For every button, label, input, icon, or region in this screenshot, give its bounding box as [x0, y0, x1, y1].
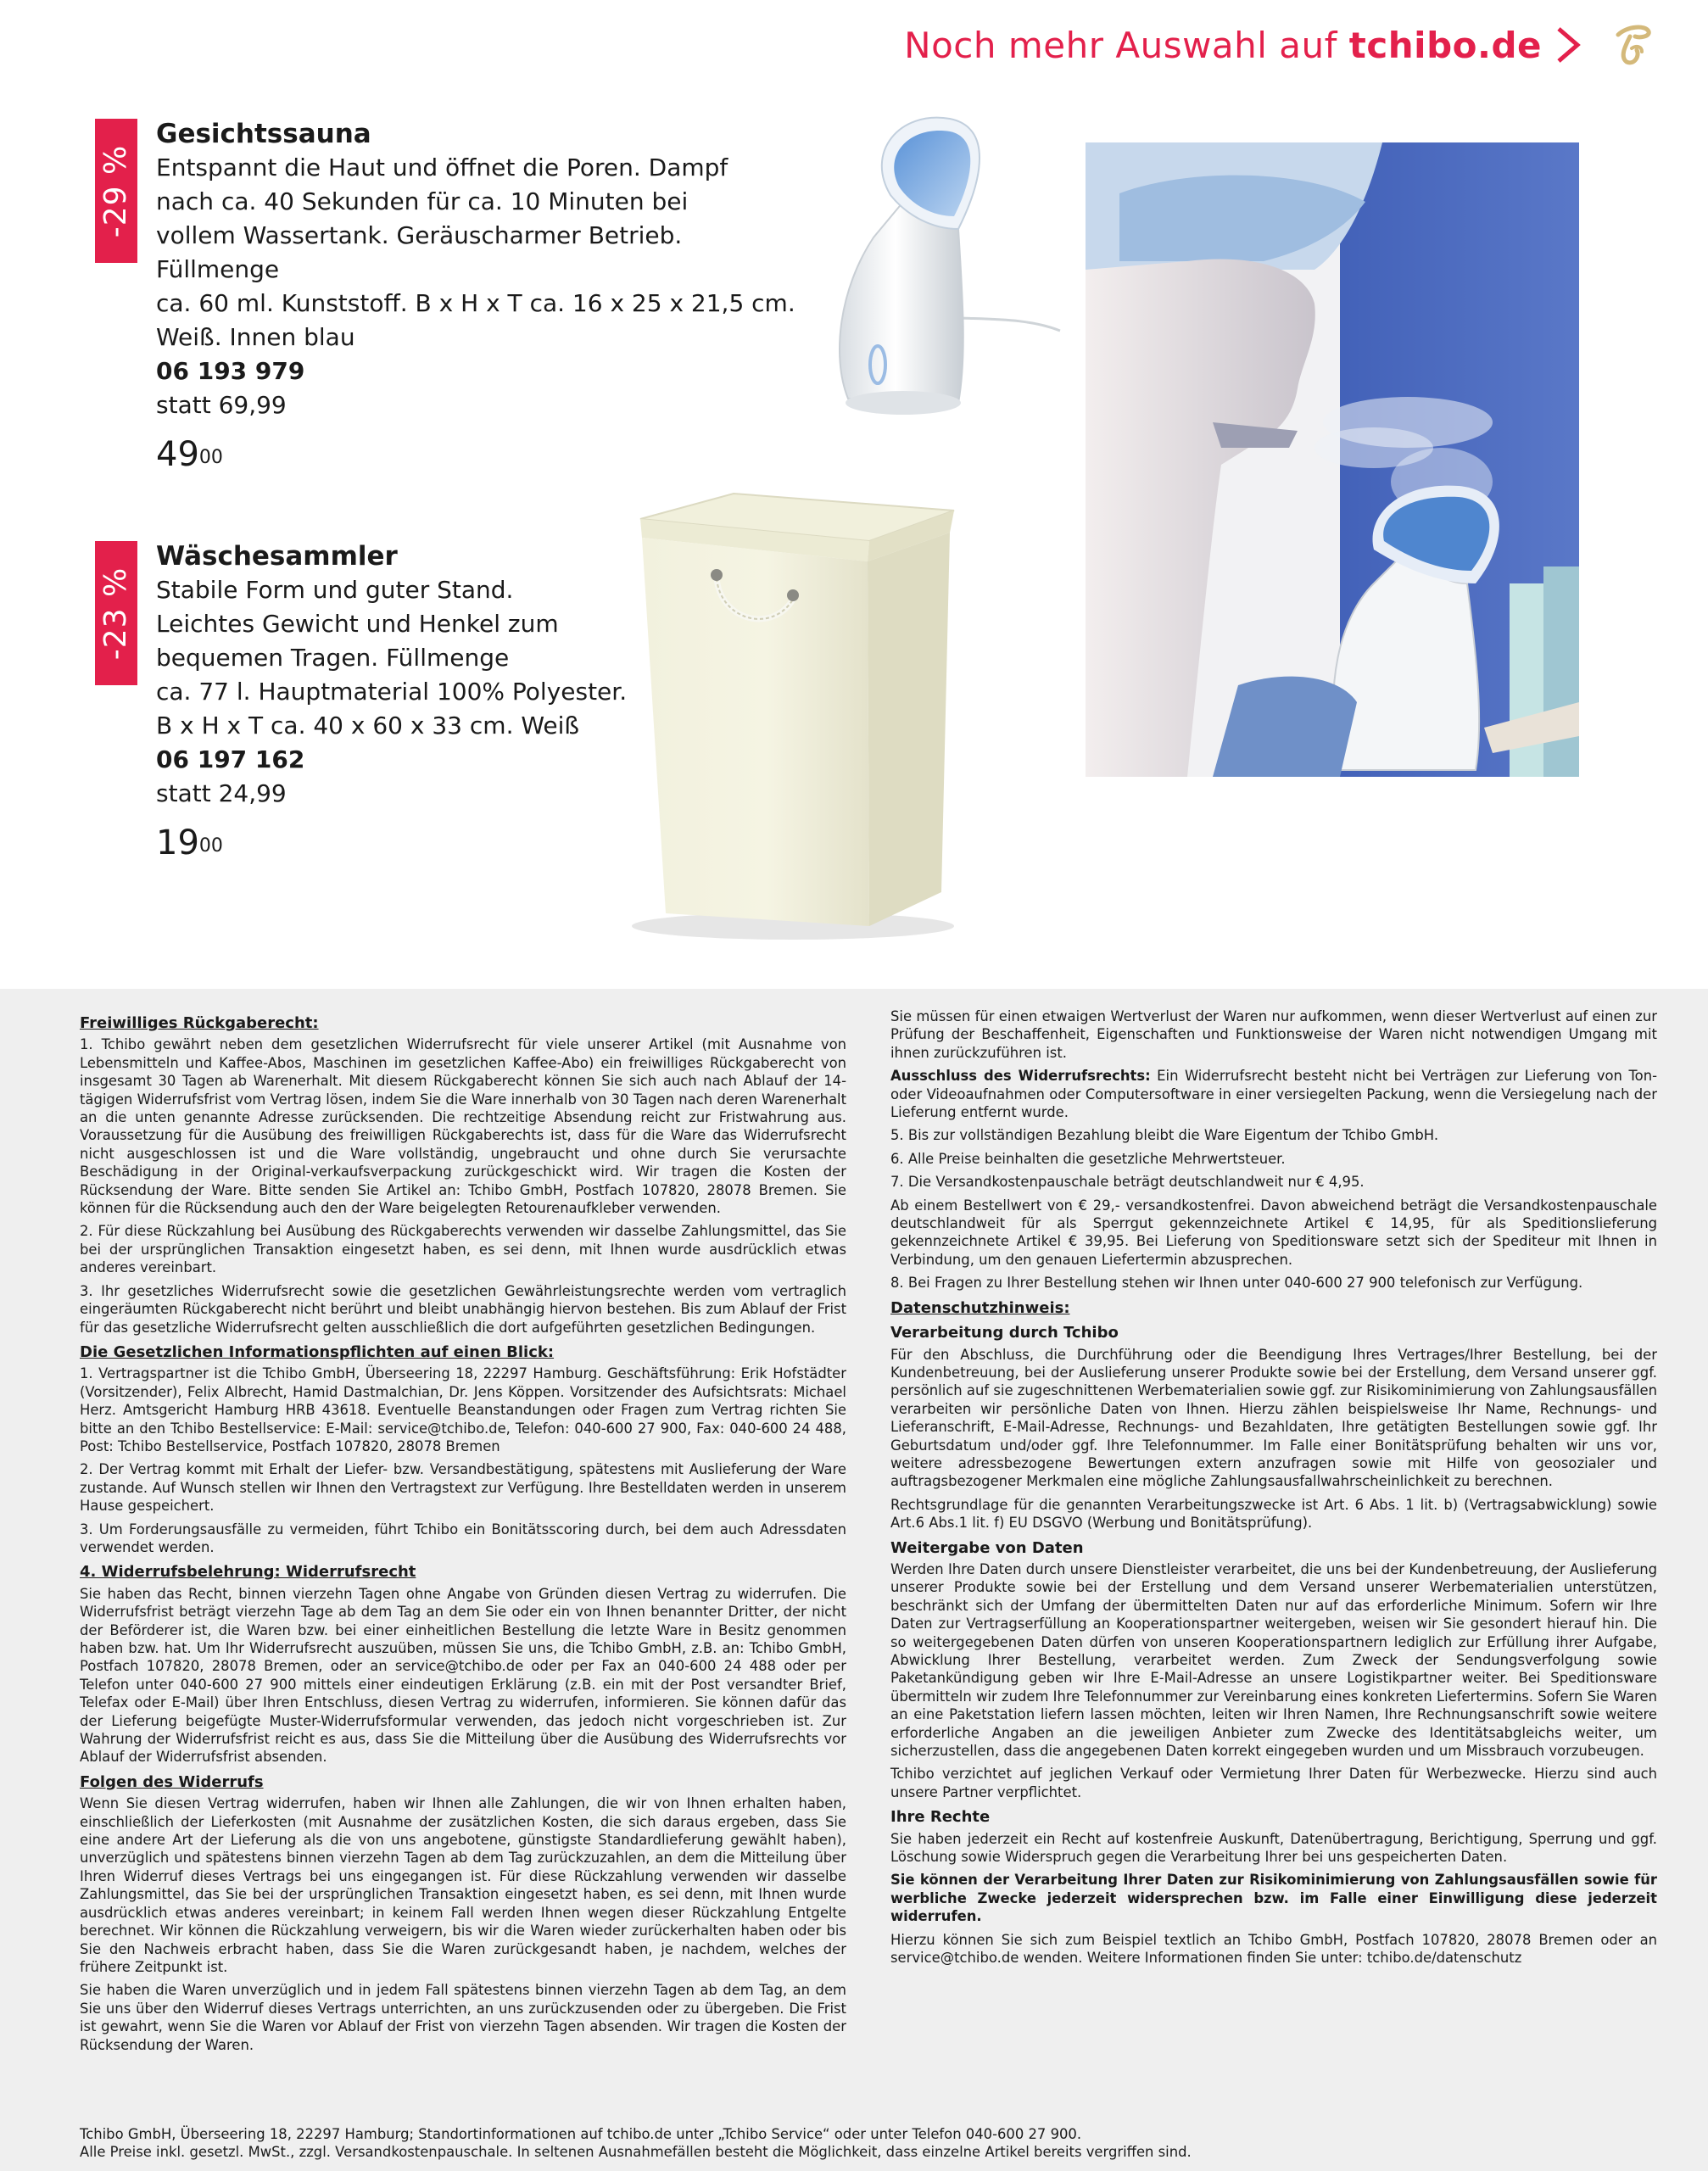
legal-paragraph	[80, 1222, 846, 1276]
header[interactable]	[904, 15, 1657, 75]
footer-line: Alle Preise inkl. gesetzl. MwSt., zzgl. Versandkostenpauschale. In seltenen Ausnahmefällen besteht die Möglichkeit, dass einzelne Artikel bereits vergriffen sind.	[80, 2144, 1192, 2161]
product-desc-line: nach ca. 40 Sekunden für ca. 10 Minuten bei	[156, 187, 689, 215]
legal-paragraph	[80, 1282, 846, 1337]
header-link-text[interactable]: Noch mehr Auswahl auf tchibo.de	[904, 24, 1542, 66]
legal-column-left	[80, 1007, 846, 2059]
legal-heading: Freiwilliges Rückgaberecht:	[80, 1014, 319, 1032]
product-desc-line: B x H x T ca. 40 x 60 x 33 cm. Weiß	[156, 712, 580, 739]
legal-text: Rechtsgrundlage für die genannten Verarbeitungszwecke ist Art. 6 Abs. 1 lit. b) (Vertragsabwicklung) sowie Art.6 Abs.1 lit. f) EU DSGVO (Werbung und Bonitätsprüfung).	[890, 1496, 1657, 1532]
legal-paragraph	[80, 1794, 846, 1976]
legal-paragraph	[890, 1496, 1657, 1532]
legal-text: Sie haben die Waren unverzüglich und in jedem Fall spätestens binnen vierzehn Tagen ab dem Tag, an dem Sie uns über den Widerruf dieses Vertrags unterrichten, an uns zurückzusenden oder zu übergeben. Die Frist ist gewahrt, wenn Sie die Waren vor Ablauf der Frist von vierzehn Tagen absenden. Wir tragen die Kosten der Rücksendung der Waren.	[80, 1982, 846, 2053]
legal-text: 6. Alle Preise beinhalten die gesetzliche Mehrwertsteuer.	[890, 1150, 1286, 1167]
legal-paragraph	[80, 1521, 846, 1557]
legal-text: 7. Die Versandkostenpauschale beträgt deutschlandweit nur € 4,95.	[890, 1174, 1365, 1191]
legal-text: 2. Für diese Rückzahlung bei Ausübung des Rückgaberechts verwenden wir dasselbe Zahlungsmittel, das Sie bei der ursprünglichen Transaktion eingesetzt haben, es sei denn, mit Ihnen wurde ausdrücklich etwas anderes vereinbart.	[80, 1223, 846, 1276]
product-sku: 06 193 979	[156, 357, 305, 385]
product-desc-line: ca. 60 ml. Kunststoff. B x H x T ca. 16 x 25 x 21,5 cm.	[156, 289, 795, 317]
legal-text: 2. Der Vertrag kommt mit Erhalt der Liefer- bzw. Versandbestätigung, spätestens mit Auslieferung der Ware zustande. Auf Wunsch stellen wir Ihnen den Vertragstext zur Verfügung. Ihre Bestelldaten werden in unserem Hause gespeichert.	[80, 1461, 846, 1515]
product-desc-line: Leichtes Gewicht und Henkel zum	[156, 610, 559, 638]
legal-text: Werden Ihre Daten durch unsere Dienstleister verarbeitet, die uns bei der Kundenbetreuung, der Auslieferung unserer Produkte sowie bei der Erstellung und dem Versand unserer Werbematerialien unterstützen, beschränkt sich der Umfang der übermittelten Daten nur auf das erforderliche Minimum. Sofern wir Ihre Daten zur Vertragserfüllung an Kooperationspartner weitergeben, weisen wir Sie gesondert hierauf hin. Die so weitergegebenen Daten dürfen von unseren Kooperationspartnern lediglich zur Erfüllung ihrer Aufgabe, Abwicklung Ihrer Bestellung, verarbeitet werden. Zum Zweck der Sendungsverfolgung sowie Paketankündigung geben wir Ihre E-Mail-Adresse an unsere Logistikpartner weiter. Bei Speditionsware übermitteln wir zudem Ihre Telefonnummer zur Vereinbarung eines konkreten Liefertermins. Sofern Sie Waren an eine Paketstation liefern lassen möchten, leiten wir Ihren Namen, Ihre Rechnungsanschrift sowie weitere erforderliche Angaben an die jeweiligen Anbieter zum Zwecke des Identitätsabgleichs weiter, um sicherzustellen, dass die angegebenen Daten korrekt eingegeben wurden und um Missbrauch vorzubeugen.	[890, 1560, 1657, 1760]
legal-text: Sie haben jederzeit ein Recht auf kostenfreie Auskunft, Datenübertragung, Berichtigung, Sperrung und ggf. Löschung sowie Widerspruch gegen die Verarbeitung Ihrer bei uns gespeicherten Daten.	[890, 1830, 1657, 1866]
product-old-price: statt 24,99	[156, 779, 287, 807]
legal-paragraph	[890, 1007, 1657, 1062]
facial-sauna-photo	[1086, 142, 1579, 777]
legal-text: 8. Bei Fragen zu Ihrer Bestellung stehen wir Ihnen unter 040-600 27 900 telefonisch zur Verfügung.	[890, 1275, 1583, 1292]
legal-paragraph	[890, 1150, 1657, 1168]
legal-text: Ab einem Bestellwert von € 29,- versandkostenfrei. Davon abweichend beträgt die Versandkostenpauschale deutschlandweit für als Sperrgut gekennzeichnete Artikel € 14,95, für als Speditionslieferung gekennzeichnete Artikel € 39,95. Bei Lieferung von Speditionsware setzt sich der Spediteur mit Ihnen in Verbindung, um den genauen Liefertermin abzusprechen.	[890, 1197, 1657, 1268]
legal-paragraph	[890, 1197, 1657, 1270]
legal-paragraph	[80, 1460, 846, 1515]
footer	[80, 2125, 1657, 2162]
legal-paragraph	[890, 1126, 1657, 1144]
legal-text: 1. Tchibo gewährt neben dem gesetzlichen Widerrufsrecht für viele unserer Artikel (mit Ausnahme von Lebensmitteln und Kaffee-Abos, Maschinen im gesetzlichen Kaffee-Abo) ein freiwilliges Rückgaberecht von insgesamt 30 Tagen ab Warenerhalt. Mit diesem Rückgaberecht können Sie sich auch nach Ablauf der 14-tägigen Widerrufsfrist vom Vertrag lösen, indem Sie die Ware innerhalb von 30 Tagen nach deren Warenerhalt an die unten genannte Adresse zurücksenden. Die rechtzeitige Absendung reicht zur Fristwahrung aus. Voraussetzung für die Ausübung des freiwilligen Rückgaberechts ist, dass für die Ware das Widerrufsrecht nicht ausgeschlossen ist und die Ware vollständig, ungebraucht und ohne durch Sie verursachte Beschädigung in der Original-verkaufsverpackung zurückgeschickt wird. Wir tragen die Kosten der Rücksendung der Ware. Bitte senden Sie Artikel an: Tchibo GmbH, Postfach 107820, 28078 Bremen. Sie können für die Rücksendung auch den der Ware beigelegten Retourenaufkleber verwenden.	[80, 1036, 846, 1217]
product-price: $19^{00}$	[156, 823, 223, 862]
legal-text: Sie haben das Recht, binnen vierzehn Tagen ohne Angabe von Gründen diesen Vertrag zu widerrufen. Die Widerrufsfrist beträgt vierzehn Tage ab dem Tag an dem Sie oder ein von Ihnen benannter Dritter, der nicht der Beförderer ist, die Waren bzw. bei einer einheitlichen Bestellung die letzte Ware in Besitz genommen haben bzw. hat. Um Ihr Widerrufsrecht auszuüben, müssen Sie uns, die Tchibo GmbH, z.B. an: Tchibo GmbH, Postfach 107820, 28078 Bremen, oder an service@tchibo.de oder per Fax an 040-600 24 488 oder per Telefon unter 040-600 27 900 mittels einer eindeutigen Erklärung (z.B. ein mit der Post versandter Brief, Telefax oder E-Mail) über Ihren Entschluss, diesen Vertrag zu widerrufen, informieren. Sie können dafür das der Lieferung beigefügte Muster-Widerrufsformular verwenden, das jedoch nicht vorgeschrieben ist. Zur Wahrung der Widerrufsfrist reicht es aus, dass Sie die Mitteilung über die Ausübung des Widerrufsrechts vor Ablauf der Widerrufsfrist absenden.	[80, 1585, 846, 1766]
legal-paragraph	[890, 1173, 1657, 1191]
legal-paragraph	[80, 1035, 846, 1217]
legal-paragraph	[890, 1560, 1657, 1760]
legal-text: Wenn Sie diesen Vertrag widerrufen, haben wir Ihnen alle Zahlungen, die wir von Ihnen erhalten haben, einschließlich der Lieferkosten (mit Ausnahme der zusätzlichen Kosten, die sich daraus ergeben, dass Sie eine andere Art der Lieferung als die von uns angebotene, günstigste Standardlieferung gewählt haben), unverzüglich und spätestens binnen vierzehn Tagen ab dem Tag zurückzuzahlen, an dem die Mitteilung über Ihren Widerruf dieses Vertrags bei uns eingegangen ist. Für diese Rückzahlung verwenden wir dasselbe Zahlungsmittel, das Sie bei der ursprünglichen Transaktion eingesetzt haben, es sei denn, mit Ihnen wurde ausdrücklich etwas anderes vereinbart; in keinem Fall werden Ihnen wegen dieser Rückzahlung Entgelte berechnet. Wir können die Rückzahlung verweigern, bis wir die Waren wieder zurückerhalten haben oder bis Sie den Nachweis erbracht haben, dass Sie die Waren zurückgesandt haben, je nachdem, welches der frühere Zeitpunkt ist.	[80, 1795, 846, 1975]
legal-paragraph	[890, 1871, 1657, 1925]
legal-subheading: Weitergabe von Daten	[890, 1538, 1084, 1557]
product-title: Gesichtssauna	[156, 119, 371, 149]
legal-heading: Datenschutzhinweis:	[890, 1298, 1070, 1317]
chevron-right-icon	[1550, 24, 1584, 66]
legal-text: 3. Ihr gesetzliches Widerrufsrecht sowie die gesetzlichen Gewährleistungsrechte werden vom vertraglich eingeräumten Rückgaberecht nicht berührt und bleibt unabhängig hiervon bestehen. Bis zum Ablauf der Frist für das gesetzliche Widerrufsrecht gelten ausschließlich die dort aufgeführten gesetzlichen Bedingungen.	[80, 1282, 846, 1336]
legal-paragraph	[80, 1981, 846, 2054]
legal-subheading: Ihre Rechte	[890, 1808, 991, 1827]
product-gesichtssauna	[156, 117, 801, 472]
legal-heading: Folgen des Widerrufs	[80, 1772, 264, 1791]
legal-paragraph	[890, 1346, 1657, 1491]
legal-text: Hierzu können Sie sich zum Beispiel textlich an Tchibo GmbH, Postfach 107820, 28078 Bremen oder an service@tchibo.de wenden. Weitere Informationen finden Sie unter: tchibo.de/datenschutz	[890, 1931, 1657, 1967]
legal-text: 1. Vertragspartner ist die Tchibo GmbH, Überseering 18, 22297 Hamburg. Geschäftsführung: Erik Hofstädter (Vorsitzender), Felix Albrecht, Hamid Dastmalchian, Dr. Jens Köppen. Vorsitzender des Aufsichtsrats: Michael Herz. Amtsgericht Hamburg HRB 43618. Eventuelle Beanstandungen oder Fragen zum Vertrag richten Sie bitte an den Tchibo Bestellservice: E-Mail: service@tchibo.de, Telefon: 040-600 27 900, Fax: 040-600 24 488, Post: Tchibo Bestellservice, Postfach 107820, 28078 Bremen	[80, 1365, 846, 1454]
legal-text: Sie müssen für einen etwaigen Wertverlust der Waren nur aufkommen, wenn dieser Wertverlust auf einen zur Prüfung der Beschaffenheit, Eigenschaften und Funktionsweise der Waren nicht notwendigen Umgang mit ihnen zurückzuführen ist.	[890, 1008, 1657, 1061]
legal-text: Für den Abschluss, die Durchführung oder die Beendigung Ihres Vertrages/Ihrer Bestellung, bei der Kundenbetreuung, bei der Auslieferung unserer Produkte sowie bei der Erstellung, dem Versand unserer ggf. persönlich auf sie zugeschnittenen Werbematerialien sowie ggf. zur Risikominimierung von Zahlungsausfällen verarbeiten wir persönliche Daten von Ihnen. Hierzu zählen beispielsweise Ihr Name, Rechnungs- und Lieferanschrift, E-Mail-Adresse, Rechnungs- und Bezahldaten, Ihre getätigten Bestellungen sowie ggf. Ihr Geburtsdatum und/oder ggf. Ihre Telefonnummer. Im Falle einer Bonitätsprüfung behalten wir uns vor, weitere adressbezogene Bewertungen extern anzufragen sowie mit Hilfe von geosozialer und auftragsbezogener Merkmalen eine mögliche Zahlungsausfallwahrscheinlichkeit zu berechnen.	[890, 1346, 1657, 1490]
product-desc-line: bequemen Tragen. Füllmenge	[156, 644, 510, 672]
product-desc-line: vollem Wassertank. Geräuscharmer Betrieb. Füllmenge	[156, 221, 683, 283]
legal-paragraph	[890, 1274, 1657, 1292]
legal-bold-text: Sie können der Verarbeitung Ihrer Daten zur Risikominimierung von Zahlungsausfällen sowie für werbliche Zwecke jederzeit widersprechen bzw. im Falle einer Einwilligung diese jederzeit widerrufen.	[890, 1872, 1657, 1925]
legal-heading: Die Gesetzlichen Informationspflichten auf einen Blick:	[80, 1342, 555, 1361]
legal-paragraph	[890, 1931, 1657, 1967]
tchibo-logo-icon	[1606, 20, 1657, 70]
legal-paragraph	[890, 1830, 1657, 1867]
product-desc-line: ca. 77 l. Hauptmaterial 100% Polyester.	[156, 678, 628, 706]
legal-column-right	[890, 1007, 1657, 1973]
legal-paragraph	[890, 1067, 1657, 1121]
product-desc-line: Stabile Form und guter Stand.	[156, 576, 514, 604]
legal-subheading: Verarbeitung durch Tchibo	[890, 1324, 1119, 1342]
laundry-hamper-image	[623, 485, 963, 943]
legal-section	[0, 989, 1708, 2171]
legal-paragraph	[80, 1365, 846, 1455]
product-old-price: statt 69,99	[156, 391, 287, 419]
discount-badge: -29 %	[95, 119, 137, 263]
legal-paragraph	[890, 1765, 1657, 1801]
facial-sauna-image	[814, 102, 1069, 416]
legal-text: Ein Widerrufsrecht besteht nicht bei Verträgen zur Lieferung von Ton- oder Videoaufnahmen oder Computersoftware in einer versiegelten Packung, wenn die Versiegelung nach der Lieferung entfernt wurde.	[890, 1068, 1657, 1121]
footer-line: Tchibo GmbH, Überseering 18, 22297 Hamburg; Standortinformationen auf tchibo.de unter „Tchibo Service“ oder unter Telefon 040-600 27 900.	[80, 2126, 1082, 2142]
product-desc-line: Entspannt die Haut und öffnet die Poren. Dampf	[156, 153, 728, 181]
legal-heading: 4. Widerrufsbelehrung: Widerrufsrecht	[80, 1563, 416, 1582]
legal-text: 3. Um Forderungsausfälle zu vermeiden, führt Tchibo ein Bonitätsscoring durch, bei dem auch Adressdaten verwendet werden.	[80, 1521, 846, 1555]
legal-text: Tchibo verzichtet auf jeglichen Verkauf oder Vermietung Ihrer Daten für Werbezwecke. Hierzu sind auch unsere Partner verpflichtet.	[890, 1766, 1657, 1800]
product-price: $49^{00}$	[156, 435, 223, 474]
header-brand: tchibo.de	[1348, 24, 1542, 66]
discount-badge: -23 %	[95, 541, 137, 685]
product-title: Wäschesammler	[156, 541, 398, 572]
legal-bold-text: Ausschluss des Widerrufsrechts:	[890, 1068, 1151, 1085]
product-sku: 06 197 162	[156, 745, 305, 773]
product-desc-line: Weiß. Innen blau	[156, 323, 355, 351]
legal-text: 5. Bis zur vollständigen Bezahlung bleibt die Ware Eigentum der Tchibo GmbH.	[890, 1127, 1439, 1144]
legal-paragraph	[80, 1585, 846, 1766]
